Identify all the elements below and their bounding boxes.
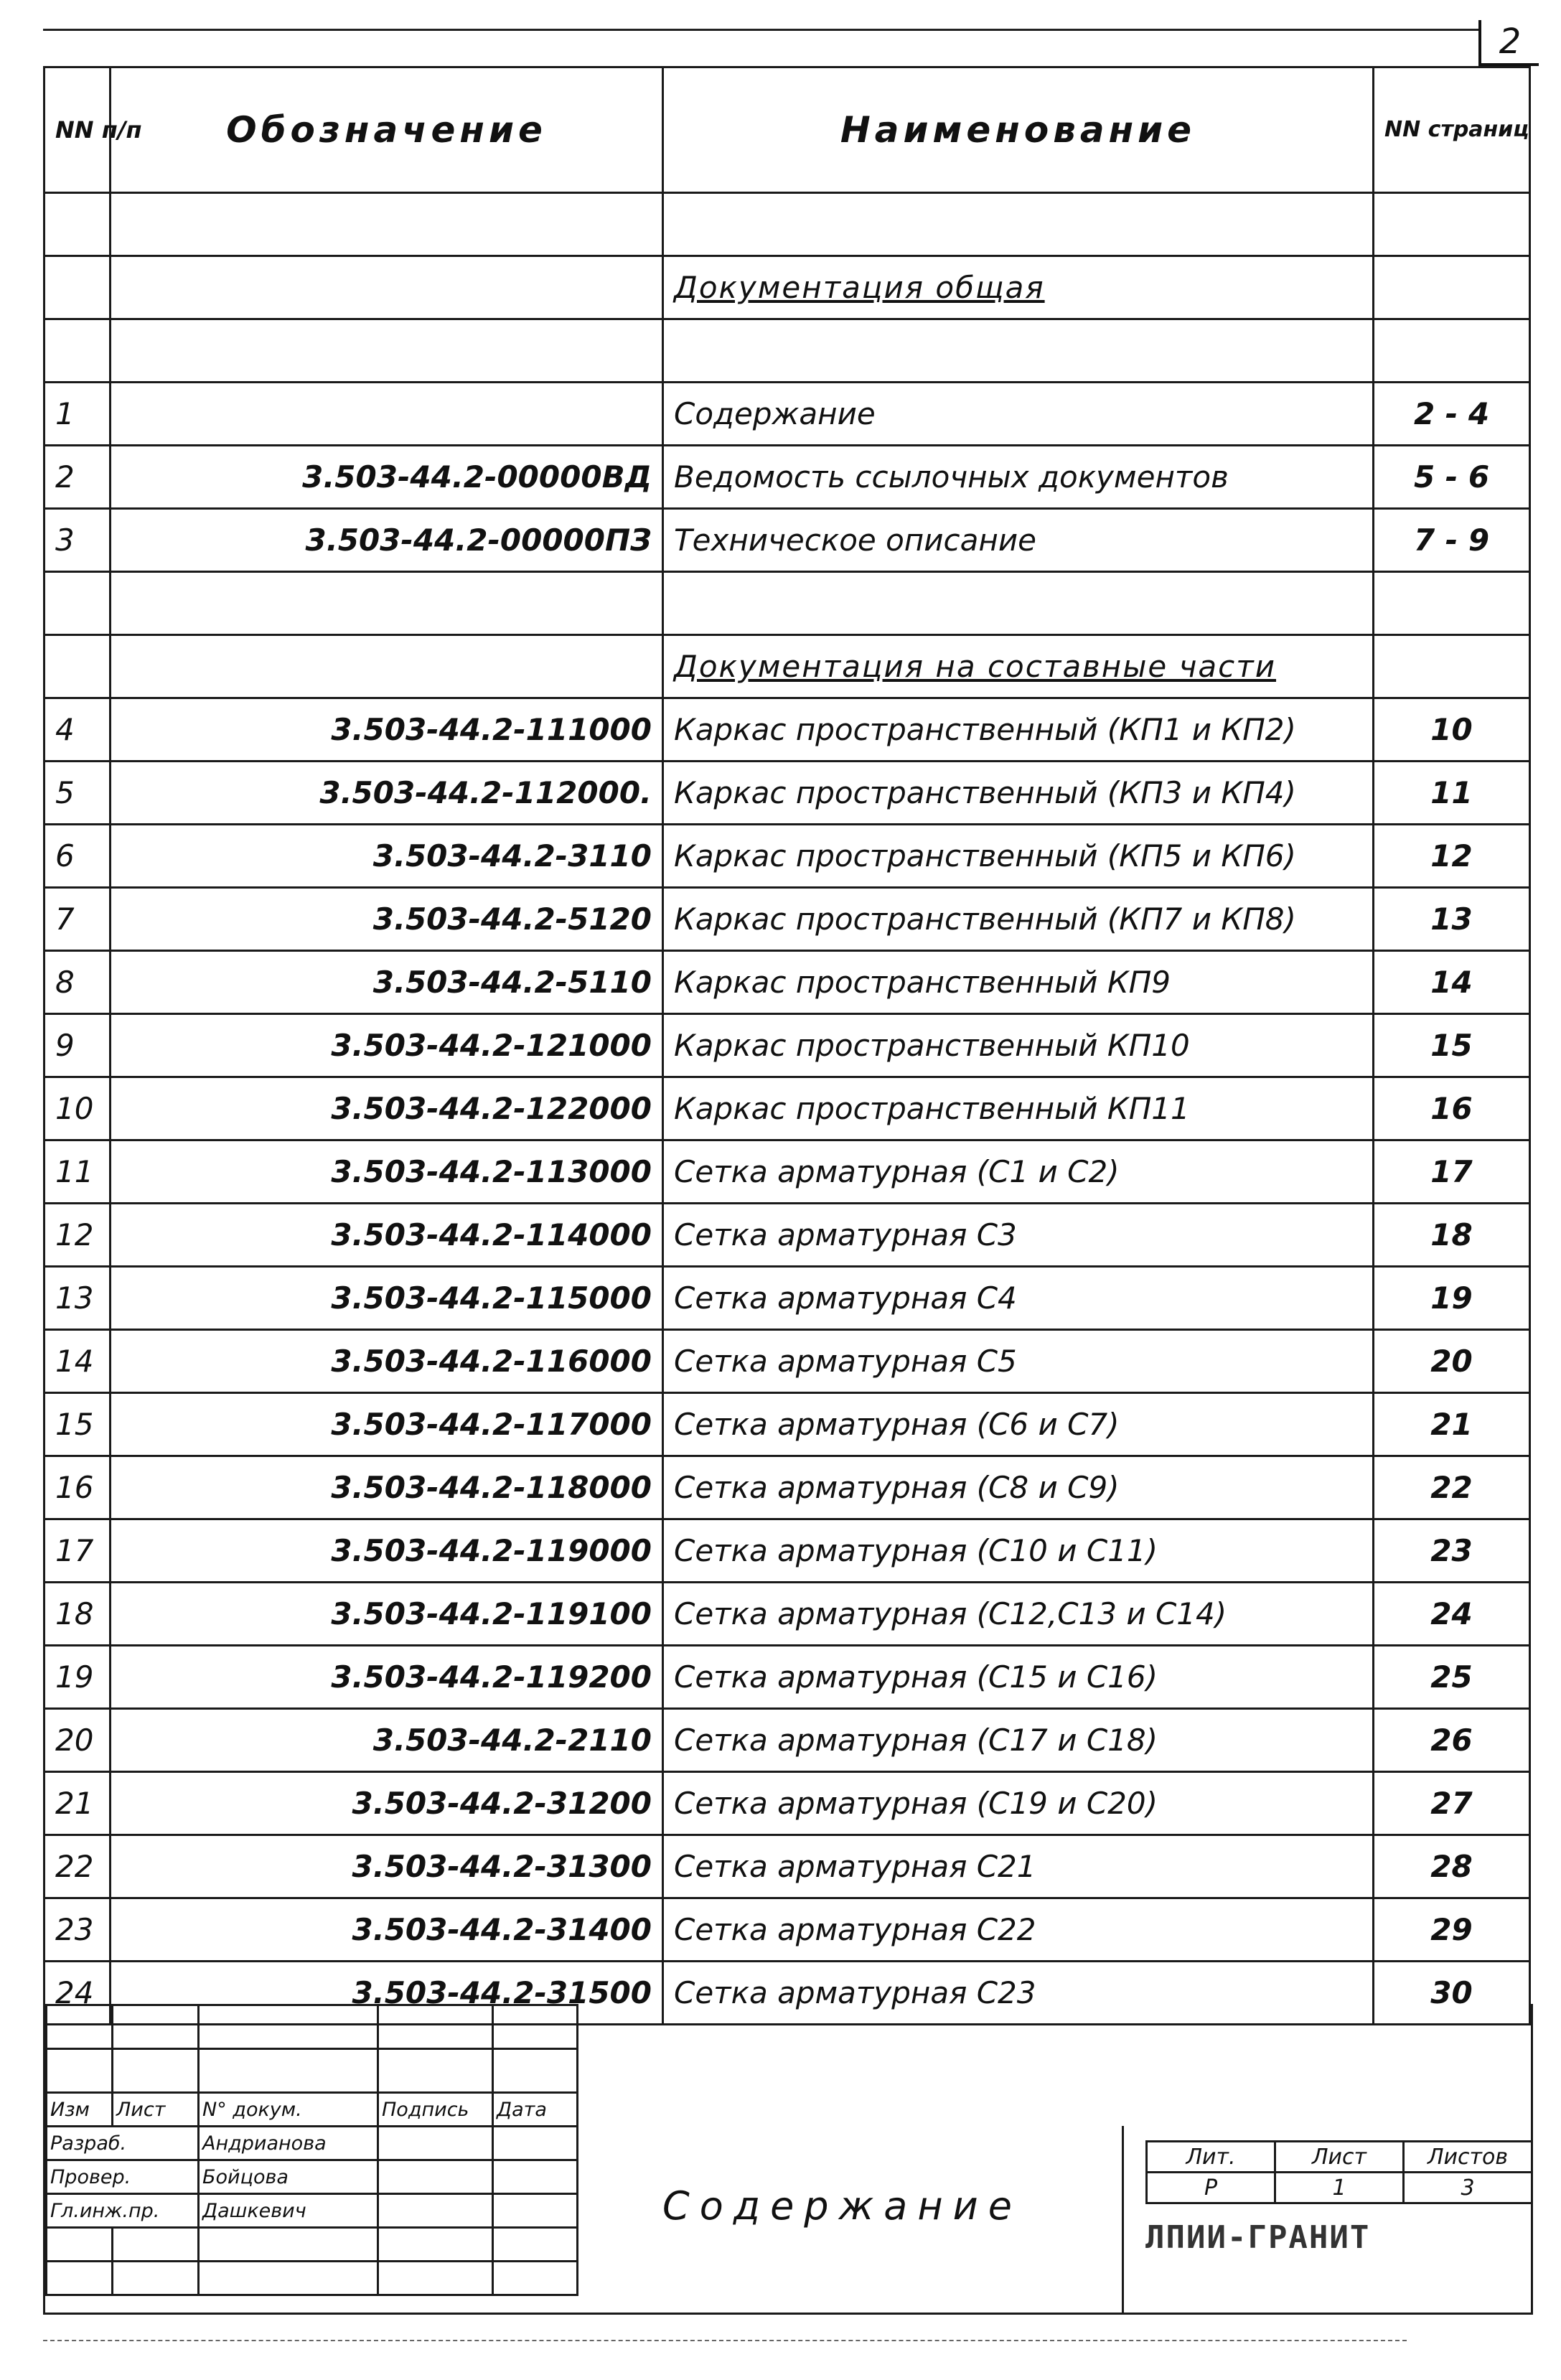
lit-value: Р <box>1147 2173 1275 2203</box>
row-code: 3.503-44.2-119000 <box>111 1519 663 1583</box>
row-name: Каркас пространственный (КП1 и КП2) <box>663 698 1374 762</box>
header-num: NN п/п <box>44 67 111 193</box>
table-row <box>44 888 1530 951</box>
row-name: Техническое описание <box>663 509 1374 572</box>
row-number: 5 <box>44 762 111 825</box>
row-number: 22 <box>44 1835 111 1898</box>
row-number: 6 <box>44 825 111 888</box>
row-code: 3.503-44.2-112000. <box>111 762 663 825</box>
row-name: Каркас пространственный (КП5 и КП6) <box>663 825 1374 888</box>
table-row <box>44 762 1530 825</box>
name-developer: Андрианова <box>199 2127 378 2160</box>
table-row <box>44 1583 1530 1646</box>
role-chief-engineer: Гл.инж.пр. <box>47 2194 199 2228</box>
row-code: 3.503-44.2-3110 <box>111 825 663 888</box>
row-pages: 20 <box>1374 1330 1530 1393</box>
row-number: 17 <box>44 1519 111 1583</box>
row-code: 3.503-44.2-00000ПЗ <box>111 509 663 572</box>
row-code: 3.503-44.2-117000 <box>111 1393 663 1456</box>
row-name: Каркас пространственный (КП7 и КП8) <box>663 888 1374 951</box>
table-row <box>44 1519 1530 1583</box>
row-number: 20 <box>44 1709 111 1772</box>
table-row-empty <box>44 572 1530 635</box>
table-row <box>44 446 1530 509</box>
row-number: 2 <box>44 446 111 509</box>
sheet-value: 1 <box>1275 2173 1404 2203</box>
row-pages: 24 <box>1374 1583 1530 1646</box>
row-name: Сетка арматурная С5 <box>663 1330 1374 1393</box>
row-pages: 2 - 4 <box>1374 383 1530 446</box>
row-name: Сетка арматурная (С10 и С11) <box>663 1519 1374 1583</box>
col-date: Дата <box>493 2093 578 2127</box>
title-block <box>43 2004 1533 2315</box>
row-code: 3.503-44.2-5110 <box>111 951 663 1014</box>
row-code: 3.503-44.2-31500 <box>111 1962 663 2025</box>
row-name: Сетка арматурная С4 <box>663 1267 1374 1330</box>
table-row <box>44 698 1530 762</box>
row-pages: 21 <box>1374 1393 1530 1456</box>
row-pages: 12 <box>1374 825 1530 888</box>
row-number: 16 <box>44 1456 111 1519</box>
signature-grid <box>45 2004 578 2296</box>
role-developer: Разраб. <box>47 2127 199 2160</box>
section-row-parts <box>44 635 1530 698</box>
row-number: 23 <box>44 1898 111 1962</box>
row-number: 7 <box>44 888 111 951</box>
row-number: 1 <box>44 383 111 446</box>
header-code: Обозначение <box>111 67 663 193</box>
col-izm: Изм <box>47 2093 113 2127</box>
row-pages: 13 <box>1374 888 1530 951</box>
row-number: 9 <box>44 1014 111 1077</box>
row-code: 3.503-44.2-121000 <box>111 1014 663 1077</box>
table-row <box>44 1330 1530 1393</box>
row-name: Сетка арматурная (С6 и С7) <box>663 1393 1374 1456</box>
row-pages: 15 <box>1374 1014 1530 1077</box>
row-number: 12 <box>44 1204 111 1267</box>
table-row-empty <box>44 193 1530 256</box>
table-row <box>44 1140 1530 1204</box>
row-pages: 25 <box>1374 1646 1530 1709</box>
row-code <box>111 383 663 446</box>
table-row <box>44 1267 1530 1330</box>
row-name: Сетка арматурная С23 <box>663 1962 1374 2025</box>
lit-label: Лит. <box>1147 2142 1275 2173</box>
table-row <box>44 1898 1530 1962</box>
row-code: 3.503-44.2-119200 <box>111 1646 663 1709</box>
row-name: Сетка арматурная С22 <box>663 1898 1374 1962</box>
row-code: 3.503-44.2-31300 <box>111 1835 663 1898</box>
table-row <box>44 509 1530 572</box>
table-row <box>44 1204 1530 1267</box>
row-name: Сетка арматурная С3 <box>663 1204 1374 1267</box>
row-number: 3 <box>44 509 111 572</box>
row-pages: 16 <box>1374 1077 1530 1140</box>
row-pages: 26 <box>1374 1709 1530 1772</box>
row-code: 3.503-44.2-119100 <box>111 1583 663 1646</box>
row-code: 3.503-44.2-31400 <box>111 1898 663 1962</box>
header-name: Наименование <box>663 67 1374 193</box>
row-pages: 14 <box>1374 951 1530 1014</box>
section-title-general: Документация общая <box>663 256 1374 319</box>
col-list: Лист <box>113 2093 199 2127</box>
row-name: Сетка арматурная (С1 и С2) <box>663 1140 1374 1204</box>
row-name: Сетка арматурная (С8 и С9) <box>663 1456 1374 1519</box>
row-code: 3.503-44.2-114000 <box>111 1204 663 1267</box>
row-number: 14 <box>44 1330 111 1393</box>
col-sign: Подпись <box>378 2093 493 2127</box>
top-border <box>43 29 1478 31</box>
table-row <box>44 951 1530 1014</box>
row-name: Каркас пространственный (КП3 и КП4) <box>663 762 1374 825</box>
row-code: 3.503-44.2-111000 <box>111 698 663 762</box>
table-row <box>44 1835 1530 1898</box>
row-pages: 17 <box>1374 1140 1530 1204</box>
title-block-info <box>1122 2126 1533 2313</box>
row-name: Сетка арматурная (С19 и С20) <box>663 1772 1374 1835</box>
table-row <box>44 825 1530 888</box>
letter-grid <box>1145 2140 1533 2204</box>
row-pages: 7 - 9 <box>1374 509 1530 572</box>
document-title: Содержание <box>662 2183 1022 2229</box>
table-row <box>44 1456 1530 1519</box>
table-row <box>44 1014 1530 1077</box>
row-pages: 27 <box>1374 1772 1530 1835</box>
sheet-label: Лист <box>1275 2142 1404 2173</box>
table-row <box>44 1646 1530 1709</box>
row-pages: 23 <box>1374 1519 1530 1583</box>
row-number: 18 <box>44 1583 111 1646</box>
row-name: Каркас пространственный КП10 <box>663 1014 1374 1077</box>
row-number: 24 <box>44 1962 111 2025</box>
signature-chief-engineer <box>378 2194 493 2228</box>
row-code: 3.503-44.2-31200 <box>111 1772 663 1835</box>
row-pages: 29 <box>1374 1898 1530 1962</box>
row-number: 4 <box>44 698 111 762</box>
row-number: 15 <box>44 1393 111 1456</box>
row-name: Сетка арматурная (С17 и С18) <box>663 1709 1374 1772</box>
row-number: 19 <box>44 1646 111 1709</box>
row-pages: 11 <box>1374 762 1530 825</box>
row-code: 3.503-44.2-116000 <box>111 1330 663 1393</box>
row-pages: 22 <box>1374 1456 1530 1519</box>
row-name: Сетка арматурная С21 <box>663 1835 1374 1898</box>
row-code: 3.503-44.2-2110 <box>111 1709 663 1772</box>
row-name: Сетка арматурная (С12,С13 и С14) <box>663 1583 1374 1646</box>
row-name: Сетка арматурная (С15 и С16) <box>663 1646 1374 1709</box>
row-pages: 28 <box>1374 1835 1530 1898</box>
row-name: Каркас пространственный КП11 <box>663 1077 1374 1140</box>
signature-checker <box>378 2160 493 2194</box>
contents-table <box>43 66 1531 2025</box>
row-pages: 5 - 6 <box>1374 446 1530 509</box>
row-number: 11 <box>44 1140 111 1204</box>
name-checker: Бойцова <box>199 2160 378 2194</box>
row-code: 3.503-44.2-00000ВД <box>111 446 663 509</box>
table-row-empty <box>44 319 1530 383</box>
col-doc: N° докум. <box>199 2093 378 2127</box>
row-number: 10 <box>44 1077 111 1140</box>
table-header <box>44 67 1530 193</box>
sheet-number: 2 <box>1478 20 1539 66</box>
row-pages: 30 <box>1374 1962 1530 2025</box>
sheets-label: Листов <box>1404 2142 1532 2173</box>
row-name: Каркас пространственный КП9 <box>663 951 1374 1014</box>
row-code: 3.503-44.2-5120 <box>111 888 663 951</box>
signature-developer <box>378 2127 493 2160</box>
row-name: Ведомость ссылочных документов <box>663 446 1374 509</box>
row-name: Содержание <box>663 383 1374 446</box>
organization-stamp: ЛПИИ-ГРАНИТ <box>1145 2219 1371 2256</box>
row-pages: 18 <box>1374 1204 1530 1267</box>
table-row <box>44 383 1530 446</box>
row-code: 3.503-44.2-113000 <box>111 1140 663 1204</box>
sheets-value: 3 <box>1404 2173 1532 2203</box>
table-row <box>44 1772 1530 1835</box>
role-checker: Провер. <box>47 2160 199 2194</box>
table-row <box>44 1393 1530 1456</box>
row-code: 3.503-44.2-122000 <box>111 1077 663 1140</box>
section-title-parts: Документация на составные части <box>663 635 1374 698</box>
name-chief-engineer: Дашкевич <box>199 2194 378 2228</box>
row-number: 8 <box>44 951 111 1014</box>
row-code: 3.503-44.2-115000 <box>111 1267 663 1330</box>
table-row <box>44 1709 1530 1772</box>
row-pages: 19 <box>1374 1267 1530 1330</box>
title-block-signatures <box>45 2004 576 2313</box>
row-code: 3.503-44.2-118000 <box>111 1456 663 1519</box>
bottom-scan-line <box>43 2340 1407 2341</box>
row-pages: 10 <box>1374 698 1530 762</box>
row-number: 21 <box>44 1772 111 1835</box>
section-row-general <box>44 256 1530 319</box>
header-pages: NN страниц <box>1374 67 1530 193</box>
table-row <box>44 1077 1530 1140</box>
row-number: 13 <box>44 1267 111 1330</box>
